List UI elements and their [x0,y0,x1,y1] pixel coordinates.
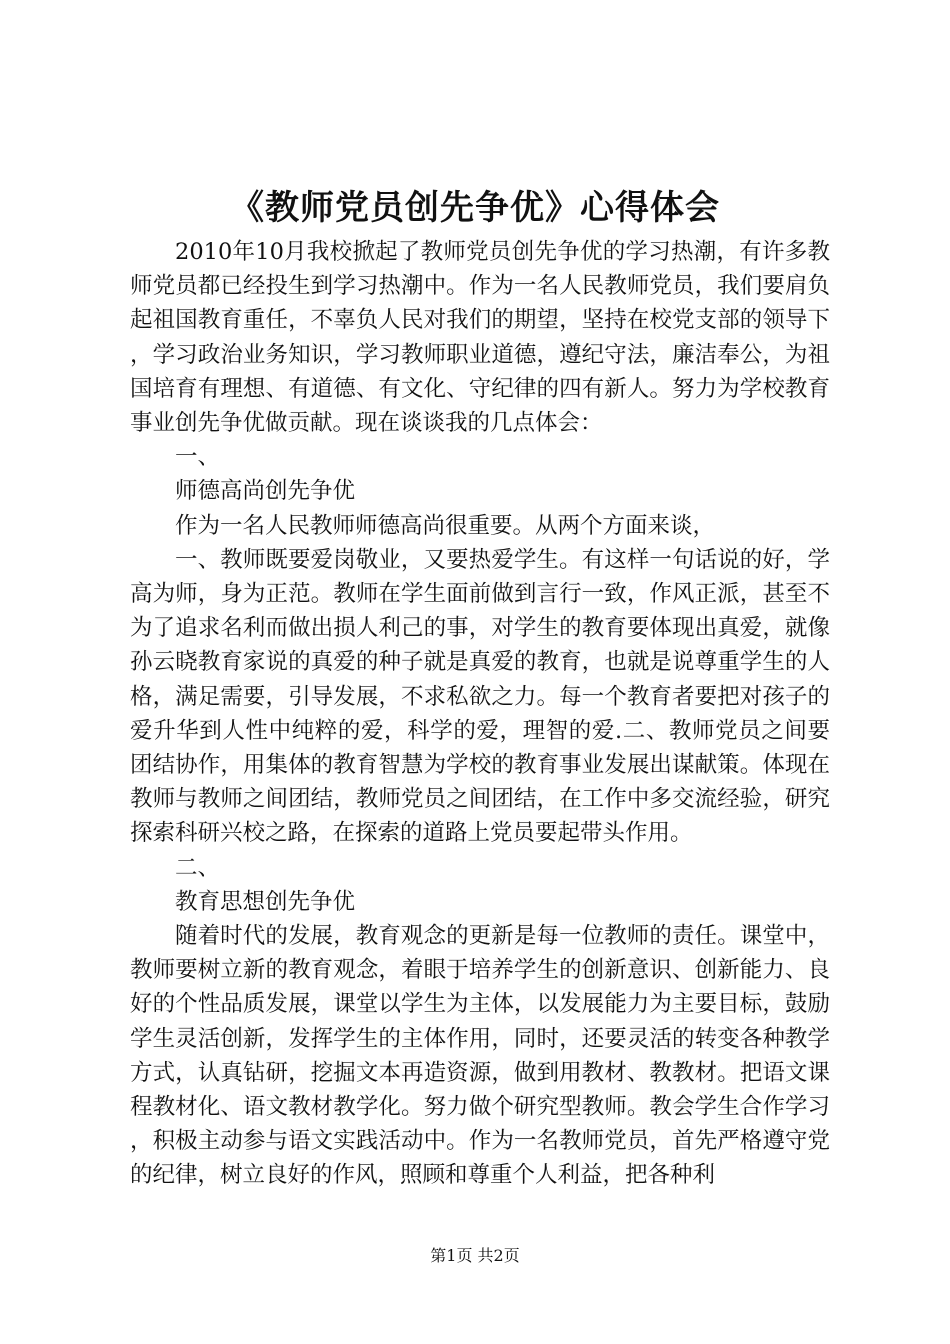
paragraph-intro: 2010年10月我校掀起了教师党员创先争优的学习热潮，有许多教师党员都已经投生到学习热潮中。作为一名人民教师党员，我们要肩负起祖国教育重任，不辜负人民对我们的期望，坚持在校党支部的领导下，学习政治业务知识，学习教师职业道德，遵纪守法，廉洁奉公，为祖国培育有理想、有道德、有文化、守纪律的四有新人。努力为学校教育事业创先争优做贡献。现在谈谈我的几点体会： [130,239,830,437]
paragraph-section-2-body: 随着时代的发展，教育观念的更新是每一位教师的责任。课堂中，教师要树立新的教育观念，着眼于培养学生的创新意识、创新能力、良好的个性品质发展，课堂以学生为主体，以发展能力为主要目标，鼓励学生灵活创新，发挥学生的主体作用，同时，还要灵活的转变各种教学方式，认真钻研，挖掘文本再造资源，做到用教材、教教材。把语文课程教材化、语文教材教学化。努力做个研究型教师。教会学生合作学习，积极主动参与语文实践活动中。作为一名教师党员，首先严格遵守党的纪律，树立良好的作风，照顾和尊重个人利益，把各种利 [130,923,830,1189]
paragraph-section-1-body: 一、教师既要爱岗敬业，又要热爱学生。有这样一句话说的好，学高为师，身为正范。教师在学生面前做到言行一致，作风正派，甚至不为了追求名利而做出损人利己的事，对学生的教育要体现出真爱，就像孙云晓教育家说的真爱的种子就是真爱的教育，也就是说尊重学生的人格，满足需要，引导发展，不求私欲之力。每一个教育者要把对孩子的爱升华到人性中纯粹的爱，科学的爱，理智的爱.二、教师党员之间要团结协作，用集体的教育智慧为学校的教育事业发展出谋献策。体现在教师与教师之间团结，教师党员之间团结，在工作中多交流经验，研究探索科研兴校之路，在探索的道路上党员要起带头作用。 [130,546,830,847]
document-body [130,235,830,1193]
page-footer: 第1页 共2页 [430,1246,520,1265]
paragraph-section-1-lead: 作为一名人民教师师德高尚很重要。从两个方面来谈， [175,512,716,539]
section-heading-2: 教育思想创先争优 [175,888,356,915]
document-title: 《教师党员创先争优》心得体会 [230,188,720,228]
section-number-1: 一、 [175,444,221,471]
section-heading-1: 师德高尚创先争优 [175,478,356,505]
section-number-2: 二、 [175,854,221,881]
